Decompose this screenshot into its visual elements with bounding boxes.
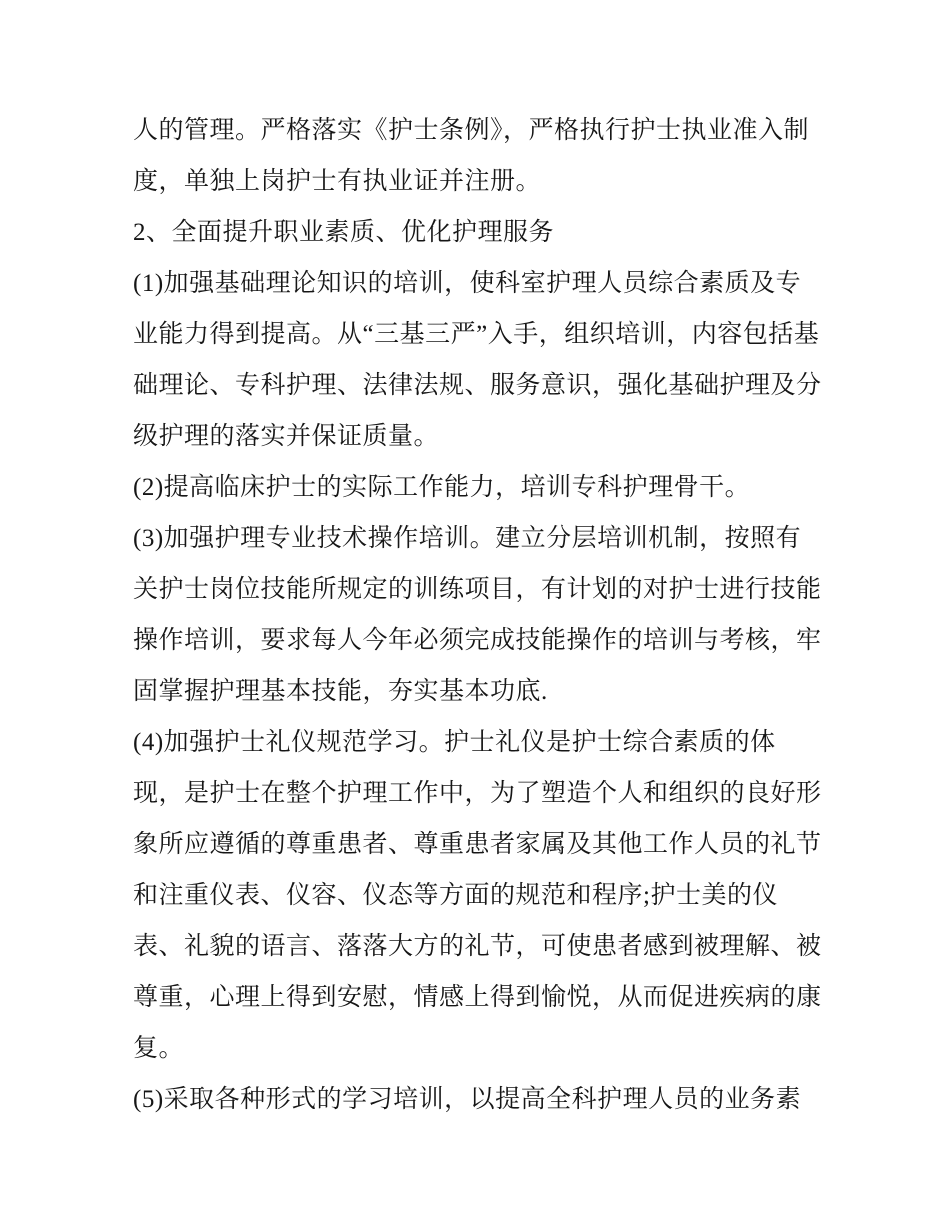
text-line: 业能力得到提高。从“三基三严”入手，组织培训，内容包括基 bbox=[133, 321, 820, 348]
text-line: 复。 bbox=[133, 1035, 185, 1062]
text-line: 度，单独上岗护士有执业证并注册。 bbox=[133, 168, 542, 195]
text-line: 和注重仪表、仪容、仪态等方面的规范和程序;护士美的仪 bbox=[133, 882, 778, 909]
text-line: 现，是护士在整个护理工作中，为了塑造个人和组织的良好形 bbox=[133, 780, 822, 807]
text-line: (4)加强护士礼仪规范学习。护士礼仪是护士综合素质的体 bbox=[133, 729, 776, 756]
text-line: 表、礼貌的语言、落落大方的礼节，可使患者感到被理解、被 bbox=[133, 933, 822, 960]
text-line: 级护理的落实并保证质量。 bbox=[133, 423, 440, 450]
text-line: (1)加强基础理论知识的培训，使科室护理人员综合素质及专 bbox=[133, 270, 802, 297]
text-line: (3)加强护理专业技术操作培训。建立分层培训机制，按照有 bbox=[133, 525, 802, 552]
text-line: (2)提高临床护士的实际工作能力，培训专科护理骨干。 bbox=[133, 474, 751, 501]
text-line: 象所应遵循的尊重患者、尊重患者家属及其他工作人员的礼节 bbox=[133, 831, 822, 858]
text-line: 关护士岗位技能所规定的训练项目，有计划的对护士进行技能 bbox=[133, 576, 822, 603]
text-line: (5)采取各种形式的学习培训，以提高全科护理人员的业务素 bbox=[133, 1086, 802, 1113]
text-line: 2、全面提升职业素质、优化护理服务 bbox=[133, 219, 555, 246]
text-line: 人的管理。严格落实《护士条例》，严格执行护士执业准入制 bbox=[133, 117, 810, 144]
document-body bbox=[133, 105, 838, 1125]
text-line: 固掌握护理基本技能，夯实基本功底. bbox=[133, 678, 548, 705]
text-line: 操作培训，要求每人今年必须完成技能操作的培训与考核，牢 bbox=[133, 627, 822, 654]
text-line: 尊重，心理上得到安慰，情感上得到愉悦，从而促进疾病的康 bbox=[133, 984, 822, 1011]
text-line: 础理论、专科护理、法律法规、服务意识，强化基础护理及分 bbox=[133, 372, 822, 399]
